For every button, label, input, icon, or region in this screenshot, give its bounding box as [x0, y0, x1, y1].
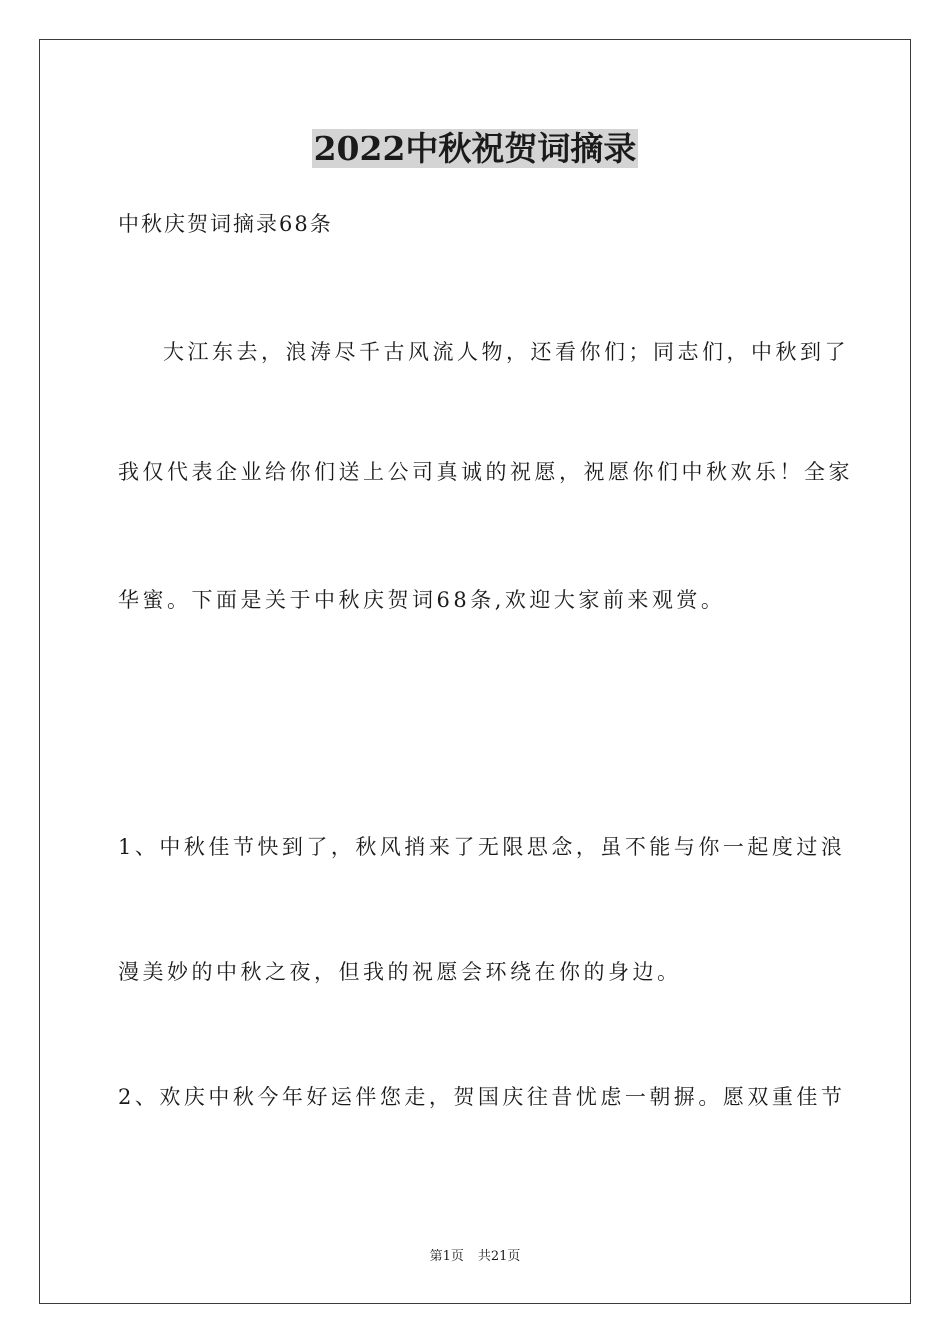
page-number: 第1页	[429, 1249, 464, 1264]
list-item-1-line-2: 漫美妙的中秋之夜，但我的祝愿会环绕在你的身边。	[118, 960, 682, 984]
paragraph-line-3: 华蜜。下面是关于中秋庆贺词68条,欢迎大家前来观赏。	[118, 588, 726, 612]
document-subtitle: 中秋庆贺词摘录68条	[118, 212, 333, 236]
paragraph-line-1: 大江东去，浪涛尽千古风流人物，还看你们；同志们，中秋到了	[163, 340, 849, 364]
list-item-2-line-1: 2、欢庆中秋今年好运伴您走，贺国庆往昔忧虑一朝摒。愿双重佳节	[118, 1085, 846, 1109]
page-total: 共21页	[477, 1249, 521, 1264]
document-title-text: 2022中秋祝贺词摘录	[313, 129, 637, 168]
document-title	[0, 126, 950, 172]
paragraph-line-2: 我仅代表企业给你们送上公司真诚的祝愿，祝愿你们中秋欢乐！全家	[118, 460, 853, 484]
list-item-1-line-1: 1、中秋佳节快到了，秋风捎来了无限思念，虽不能与你一起度过浪	[118, 835, 846, 859]
page-footer	[0, 1247, 950, 1267]
